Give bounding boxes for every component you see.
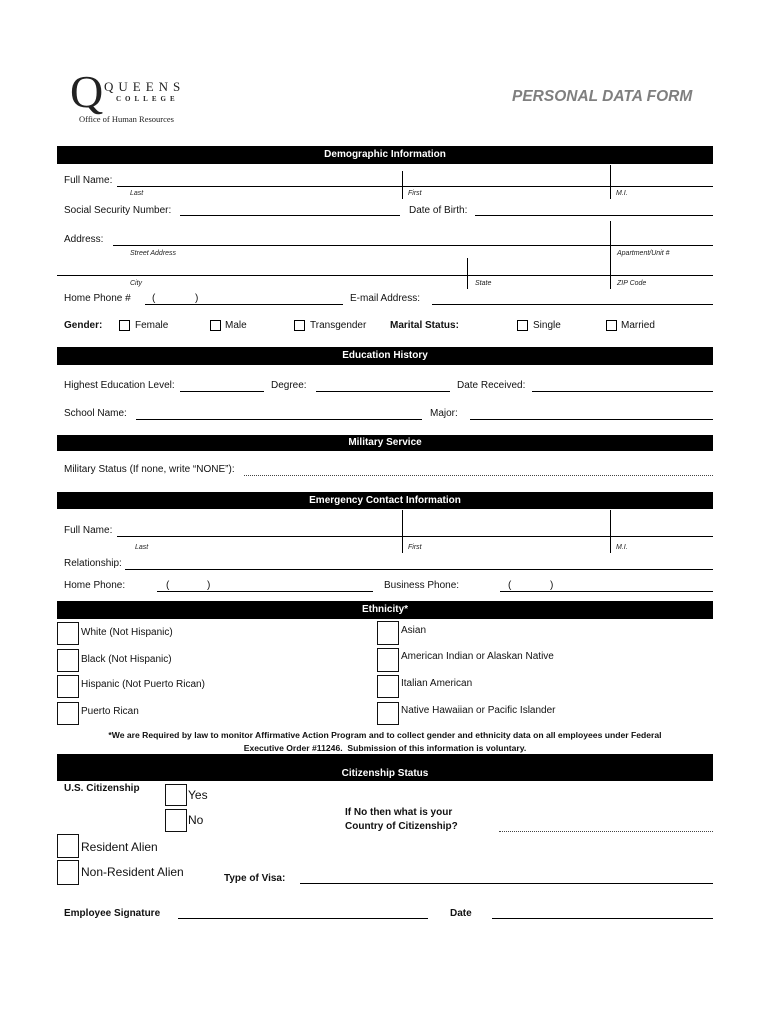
zip-input[interactable] bbox=[611, 263, 713, 276]
field-divider bbox=[402, 510, 403, 553]
area-code-close: ) bbox=[550, 580, 554, 591]
signature-date-input[interactable] bbox=[492, 906, 713, 919]
ssn-label: Social Security Number: bbox=[64, 205, 172, 216]
logo-office: Office of Human Resources bbox=[79, 114, 174, 124]
city-caption: City bbox=[130, 280, 143, 287]
military-status-input[interactable] bbox=[244, 463, 713, 476]
gender-label: Gender: bbox=[64, 320, 103, 331]
school-name-input[interactable] bbox=[136, 407, 422, 420]
affirmative-action-note-line: *We are Required by law to monitor Affirmative Action Program and to collect gender and ethnicity data on all employees under Federal bbox=[108, 730, 662, 740]
area-code-close: ) bbox=[195, 293, 199, 304]
field-divider bbox=[610, 258, 611, 289]
emergency-home-phone-input[interactable] bbox=[157, 579, 373, 592]
visa-type-label: Type of Visa: bbox=[224, 873, 286, 884]
field-divider bbox=[402, 171, 403, 199]
middle-initial-input[interactable] bbox=[611, 174, 713, 187]
state-input[interactable] bbox=[468, 263, 610, 276]
field-divider bbox=[610, 510, 611, 553]
checkbox-black[interactable] bbox=[57, 649, 79, 672]
logo-subtitle: COLLEGE bbox=[116, 95, 179, 103]
checkbox-citizen-no[interactable] bbox=[165, 809, 187, 832]
citizen-yes-label: Yes bbox=[188, 788, 208, 802]
section-header-ethnicity: Ethnicity* bbox=[57, 601, 713, 619]
field-divider bbox=[610, 221, 611, 258]
home-phone-input[interactable] bbox=[145, 292, 343, 305]
country-question-line: Country of Citizenship? bbox=[345, 821, 458, 832]
address-label: Address: bbox=[64, 234, 104, 245]
affirmative-action-note-line: Executive Order #11246. Submission of this information is voluntary. bbox=[243, 743, 527, 753]
area-code-open: ( bbox=[166, 580, 170, 591]
logo-name: QUEENS bbox=[104, 79, 186, 94]
emergency-first-caption: First bbox=[408, 544, 422, 551]
checkbox-american-indian[interactable] bbox=[377, 648, 399, 672]
street-address-input[interactable] bbox=[113, 233, 610, 246]
marital-option-single: Single bbox=[533, 320, 561, 331]
relationship-label: Relationship: bbox=[64, 558, 122, 569]
checkbox-resident-alien[interactable] bbox=[57, 834, 79, 858]
last-caption: Last bbox=[130, 190, 144, 197]
form-title: PERSONAL DATA FORM bbox=[512, 88, 693, 105]
field-divider bbox=[467, 258, 468, 289]
dob-label: Date of Birth: bbox=[409, 205, 468, 216]
section-header-citizenship: Citizenship Status bbox=[57, 754, 713, 781]
area-code-open: ( bbox=[152, 293, 156, 304]
field-divider bbox=[610, 165, 611, 199]
marital-option-married: Married bbox=[621, 320, 655, 331]
last-name-input[interactable] bbox=[117, 174, 402, 187]
emergency-full-name-label: Full Name: bbox=[64, 525, 113, 536]
first-name-input[interactable] bbox=[403, 174, 610, 187]
emergency-middle-initial-input[interactable] bbox=[611, 524, 713, 537]
date-received-label: Date Received: bbox=[457, 380, 526, 391]
ssn-input[interactable] bbox=[180, 203, 400, 216]
major-input[interactable] bbox=[470, 407, 713, 420]
non-resident-alien-label: Non-Resident Alien bbox=[81, 865, 184, 879]
checkbox-white[interactable] bbox=[57, 622, 79, 645]
checkbox-single[interactable] bbox=[517, 320, 528, 331]
ethnicity-option-black: Black (Not Hispanic) bbox=[81, 654, 172, 665]
education-level-input[interactable] bbox=[180, 379, 264, 392]
ethnicity-option-italian-american: Italian American bbox=[401, 678, 473, 689]
section-header-emergency: Emergency Contact Information bbox=[57, 492, 713, 509]
mi-caption: M.I. bbox=[616, 190, 628, 197]
degree-input[interactable] bbox=[316, 379, 450, 392]
apartment-input[interactable] bbox=[611, 233, 713, 246]
zip-caption: ZIP Code bbox=[617, 280, 647, 287]
checkbox-transgender[interactable] bbox=[294, 320, 305, 331]
business-phone-input[interactable] bbox=[500, 579, 713, 592]
section-header-demographic: Demographic Information bbox=[57, 146, 713, 164]
gender-option-transgender: Transgender bbox=[310, 320, 367, 331]
education-level-label: Highest Education Level: bbox=[64, 380, 175, 391]
email-input[interactable] bbox=[432, 292, 713, 305]
checkbox-asian[interactable] bbox=[377, 621, 399, 645]
checkbox-female[interactable] bbox=[119, 320, 130, 331]
business-phone-label: Business Phone: bbox=[384, 580, 460, 591]
checkbox-native-hawaiian[interactable] bbox=[377, 702, 399, 725]
checkbox-male[interactable] bbox=[210, 320, 221, 331]
citizen-no-label: No bbox=[188, 813, 204, 827]
ethnicity-option-puerto-rican: Puerto Rican bbox=[81, 706, 139, 717]
relationship-input[interactable] bbox=[125, 557, 713, 570]
employee-signature-input[interactable] bbox=[178, 906, 428, 919]
apartment-caption: Apartment/Unit # bbox=[617, 250, 670, 257]
country-question-line: If No then what is your bbox=[345, 807, 453, 818]
checkbox-puerto-rican[interactable] bbox=[57, 702, 79, 725]
ethnicity-option-native-hawaiian: Native Hawaiian or Pacific Islander bbox=[401, 705, 556, 716]
military-status-label: Military Status (If none, write “NONE”): bbox=[64, 464, 235, 475]
major-label: Major: bbox=[430, 408, 458, 419]
employee-signature-label: Employee Signature bbox=[64, 908, 161, 919]
visa-type-input[interactable] bbox=[300, 871, 713, 884]
emergency-last-name-input[interactable] bbox=[117, 524, 402, 537]
ethnicity-option-asian: Asian bbox=[401, 625, 427, 636]
checkbox-citizen-yes[interactable] bbox=[165, 784, 187, 806]
ethnicity-option-hispanic: Hispanic (Not Puerto Rican) bbox=[81, 679, 205, 690]
emergency-first-name-input[interactable] bbox=[403, 524, 610, 537]
marital-status-label: Marital Status: bbox=[390, 320, 459, 331]
gender-option-male: Male bbox=[225, 320, 247, 331]
state-caption: State bbox=[475, 280, 492, 287]
full-name-label: Full Name: bbox=[64, 175, 113, 186]
date-received-input[interactable] bbox=[532, 379, 713, 392]
emergency-mi-caption: M.I. bbox=[616, 544, 628, 551]
school-name-label: School Name: bbox=[64, 408, 127, 419]
logo-letter: Q bbox=[70, 66, 104, 117]
emergency-last-caption: Last bbox=[135, 544, 149, 551]
checkbox-hispanic[interactable] bbox=[57, 675, 79, 698]
resident-alien-label: Resident Alien bbox=[81, 840, 158, 854]
area-code-open: ( bbox=[508, 580, 512, 591]
street-caption: Street Address bbox=[130, 250, 177, 257]
home-phone-label: Home Phone # bbox=[64, 293, 131, 304]
dob-input[interactable] bbox=[475, 203, 713, 216]
ethnicity-option-american-indian: American Indian or Alaskan Native bbox=[401, 651, 554, 662]
area-code-close: ) bbox=[207, 580, 211, 591]
gender-option-female: Female bbox=[135, 320, 169, 331]
checkbox-italian-american[interactable] bbox=[377, 675, 399, 698]
city-input[interactable] bbox=[57, 263, 467, 276]
section-header-military: Military Service bbox=[57, 435, 713, 451]
section-header-education: Education History bbox=[57, 347, 713, 365]
signature-date-label: Date bbox=[450, 908, 472, 919]
checkbox-non-resident-alien[interactable] bbox=[57, 860, 79, 885]
ethnicity-option-white: White (Not Hispanic) bbox=[81, 627, 173, 638]
checkbox-married[interactable] bbox=[606, 320, 617, 331]
us-citizenship-label: U.S. Citizenship bbox=[64, 783, 140, 794]
email-label: E-mail Address: bbox=[350, 293, 421, 304]
country-of-citizenship-input[interactable] bbox=[499, 819, 713, 832]
emergency-home-phone-label: Home Phone: bbox=[64, 580, 126, 591]
first-caption: First bbox=[408, 190, 422, 197]
degree-label: Degree: bbox=[271, 380, 307, 391]
